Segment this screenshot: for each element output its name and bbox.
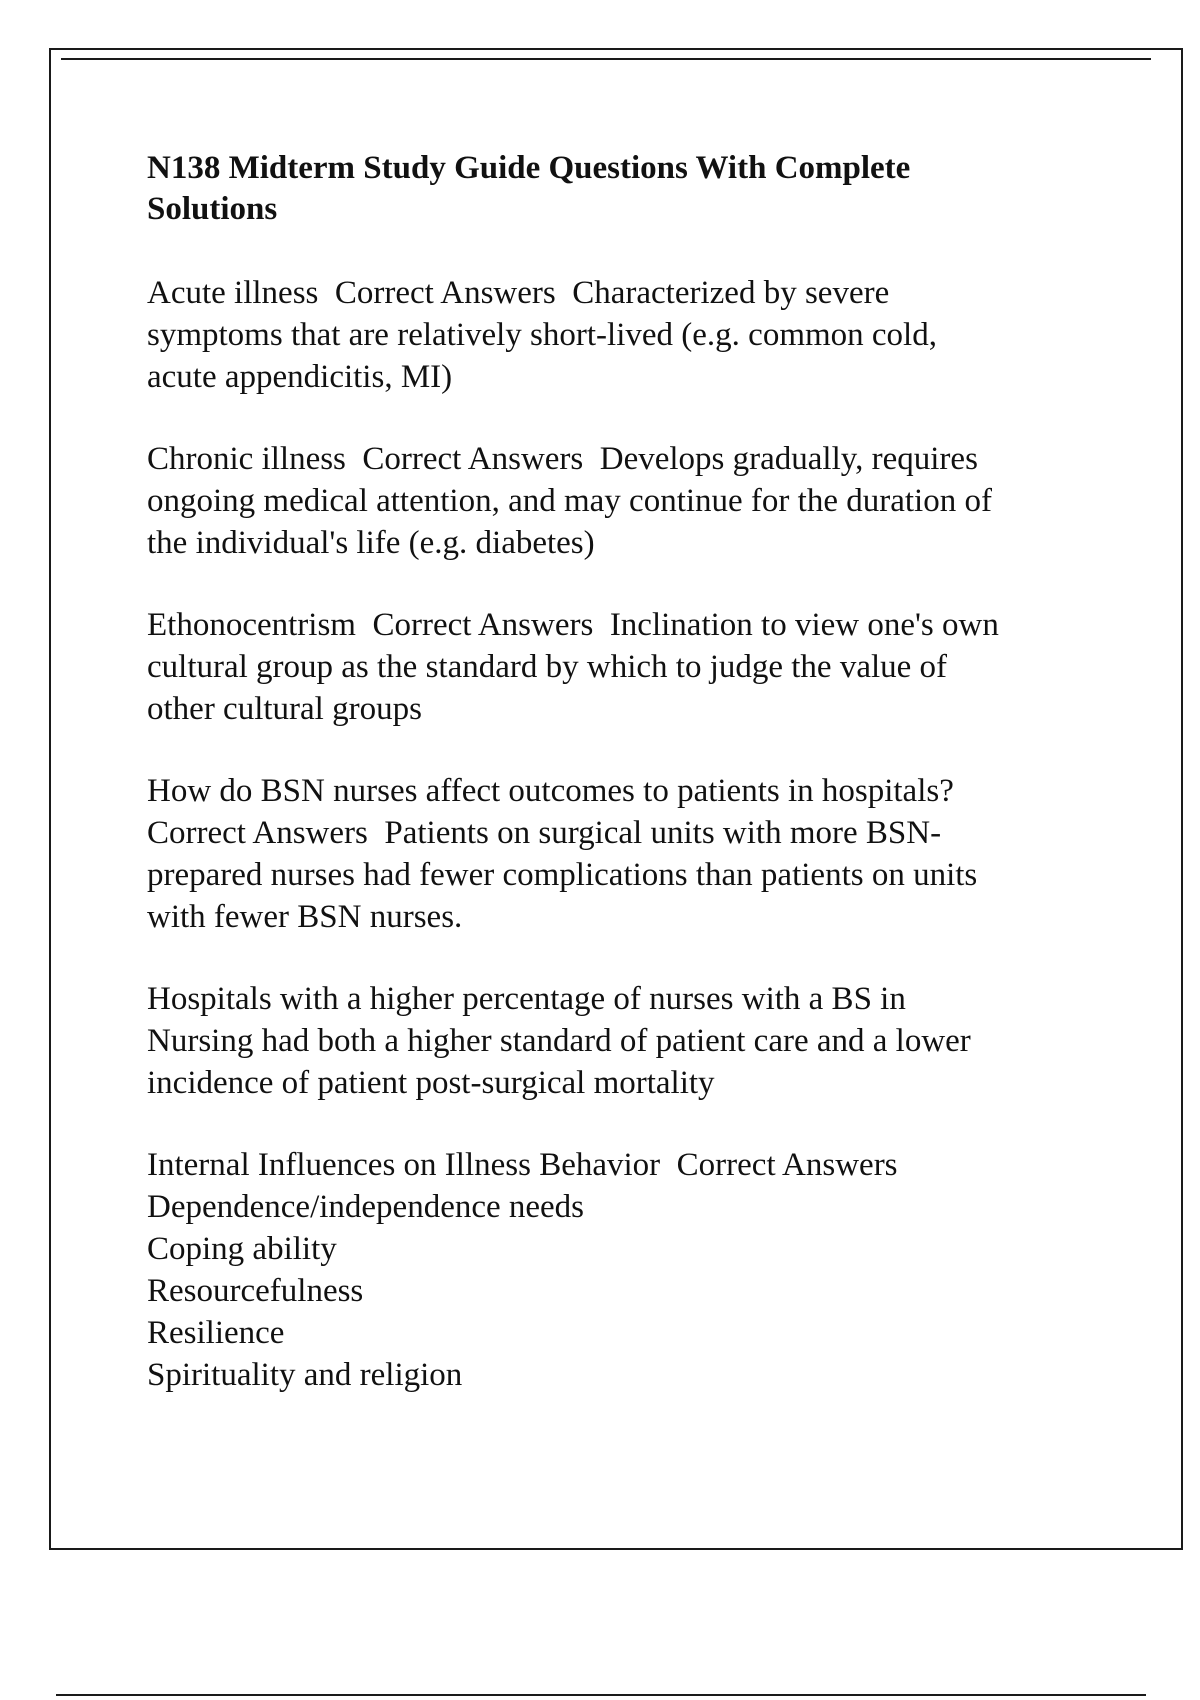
text-line: other cultural groups	[147, 691, 422, 727]
qa-item-acute-illness	[147, 272, 1137, 398]
qa-item-chronic-illness	[147, 438, 1137, 564]
text-line: with fewer BSN nurses.	[147, 899, 463, 935]
top-rule	[61, 58, 1151, 60]
document-body	[147, 148, 1137, 1436]
text-line: the individual's life (e.g. diabetes)	[147, 525, 595, 561]
text-line: prepared nurses had fewer complications than patients on units	[147, 857, 978, 893]
qa-item-bs-hospitals	[147, 978, 1137, 1104]
text-line: ongoing medical attention, and may continue for the duration of	[147, 483, 992, 519]
text-line: Correct Answers Patients on surgical units with more BSN-	[147, 815, 942, 851]
text-line: Spirituality and religion	[147, 1357, 463, 1393]
text-line: Coping ability	[147, 1231, 337, 1267]
page-border	[49, 48, 1183, 1550]
qa-item-ethnocentrism	[147, 604, 1137, 730]
text-line: Ethonocentrism Correct Answers Inclination to view one's own	[147, 607, 999, 643]
qa-item-internal-influences	[147, 1144, 1137, 1396]
text-line: Internal Influences on Illness Behavior Correct Answers	[147, 1147, 898, 1183]
title-line: Solutions	[147, 191, 278, 227]
text-line: How do BSN nurses affect outcomes to patients in hospitals?	[147, 773, 954, 809]
text-line: Resilience	[147, 1315, 285, 1351]
text-line: acute appendicitis, MI)	[147, 359, 453, 395]
text-line: incidence of patient post-surgical mortality	[147, 1065, 715, 1101]
text-line: Dependence/independence needs	[147, 1189, 585, 1225]
document-title	[147, 148, 1137, 230]
text-line: Acute illness Correct Answers Characterized by severe	[147, 275, 890, 311]
qa-item-bsn-outcomes	[147, 770, 1137, 938]
bottom-rule	[56, 1694, 1146, 1696]
text-line: Chronic illness Correct Answers Develops gradually, requires	[147, 441, 978, 477]
text-line: symptoms that are relatively short-lived (e.g. common cold,	[147, 317, 937, 353]
text-line: Hospitals with a higher percentage of nurses with a BS in	[147, 981, 906, 1017]
text-line: Nursing had both a higher standard of patient care and a lower	[147, 1023, 971, 1059]
text-line: Resourcefulness	[147, 1273, 364, 1309]
title-line: N138 Midterm Study Guide Questions With Complete	[147, 150, 911, 186]
text-line: cultural group as the standard by which to judge the value of	[147, 649, 948, 685]
